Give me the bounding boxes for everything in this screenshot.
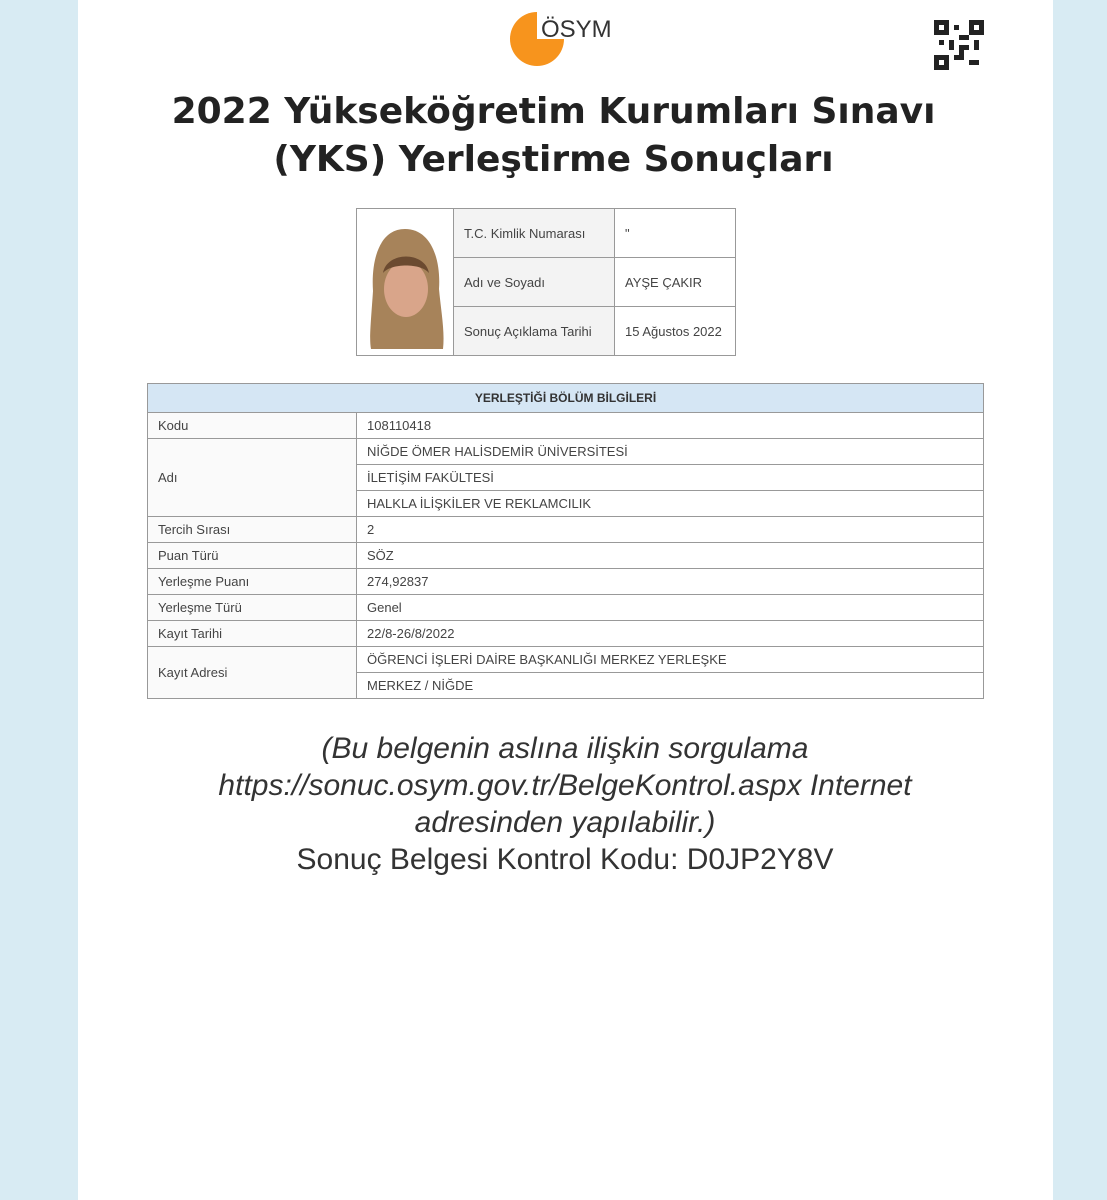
row-value: 22/8-26/8/2022	[357, 621, 984, 647]
placement-table	[147, 383, 984, 699]
osym-logo	[510, 8, 630, 66]
row-value: Genel	[357, 595, 984, 621]
row-value: 2	[357, 517, 984, 543]
row-label: Adı	[148, 439, 357, 517]
table-row	[148, 647, 984, 673]
row-label: Puan Türü	[148, 543, 357, 569]
name-label: Adı ve Soyadı	[454, 258, 615, 307]
faculty-value: İLETİŞİM FAKÜLTESİ	[357, 465, 984, 491]
table-row	[148, 621, 984, 647]
row-value: SÖZ	[357, 543, 984, 569]
table-row	[148, 413, 984, 439]
table-row	[148, 543, 984, 569]
title-line-1: 2022 Yükseköğretim Kurumları Sınavı	[171, 91, 936, 132]
verification-url[interactable]: https://sonuc.osym.gov.tr/BelgeKontrol.aspx Internet	[218, 769, 912, 802]
control-code: Sonuç Belgesi Kontrol Kodu: D0JP2Y8V	[296, 843, 834, 876]
table-row	[148, 569, 984, 595]
table-row	[148, 517, 984, 543]
candidate-photo	[357, 209, 454, 356]
row-label: Tercih Sırası	[148, 517, 357, 543]
note-line-1: (Bu belgenin aslına ilişkin sorgulama	[321, 732, 809, 765]
table-row	[148, 439, 984, 465]
result-date-value: 15 Ağustos 2022	[615, 307, 736, 356]
row-value: 108110418	[357, 413, 984, 439]
university-value: NİĞDE ÖMER HALİSDEMİR ÜNİVERSİTESİ	[357, 439, 984, 465]
title-line-2: (YKS) Yerleştirme Sonuçları	[273, 139, 834, 180]
row-label: Kodu	[148, 413, 357, 439]
placement-header: YERLEŞTİĞİ BÖLÜM BİLGİLERİ	[148, 384, 984, 413]
name-value: AYŞE ÇAKIR	[615, 258, 736, 307]
result-date-label: Sonuç Açıklama Tarihi	[454, 307, 615, 356]
row-label: Kayıt Tarihi	[148, 621, 357, 647]
address-line-2: MERKEZ / NİĞDE	[357, 673, 984, 699]
row-label: Yerleşme Puanı	[148, 569, 357, 595]
tc-value: "	[615, 209, 736, 258]
department-value: HALKLA İLİŞKİLER VE REKLAMCILIK	[357, 491, 984, 517]
note-line-3: adresinden yapılabilir.)	[414, 806, 716, 839]
row-value: 274,92837	[357, 569, 984, 595]
qr-code-icon	[934, 20, 984, 70]
tc-label: T.C. Kimlik Numarası	[454, 209, 615, 258]
table-row	[148, 595, 984, 621]
row-label: Kayıt Adresi	[148, 647, 357, 699]
page-title	[0, 88, 1107, 184]
logo-text: ÖSYM	[541, 16, 612, 43]
verification-note	[0, 730, 1107, 878]
candidate-info-table	[356, 208, 736, 356]
address-line-1: ÖĞRENCİ İŞLERİ DAİRE BAŞKANLIĞI MERKEZ YERLEŞKE	[357, 647, 984, 673]
row-label: Yerleşme Türü	[148, 595, 357, 621]
